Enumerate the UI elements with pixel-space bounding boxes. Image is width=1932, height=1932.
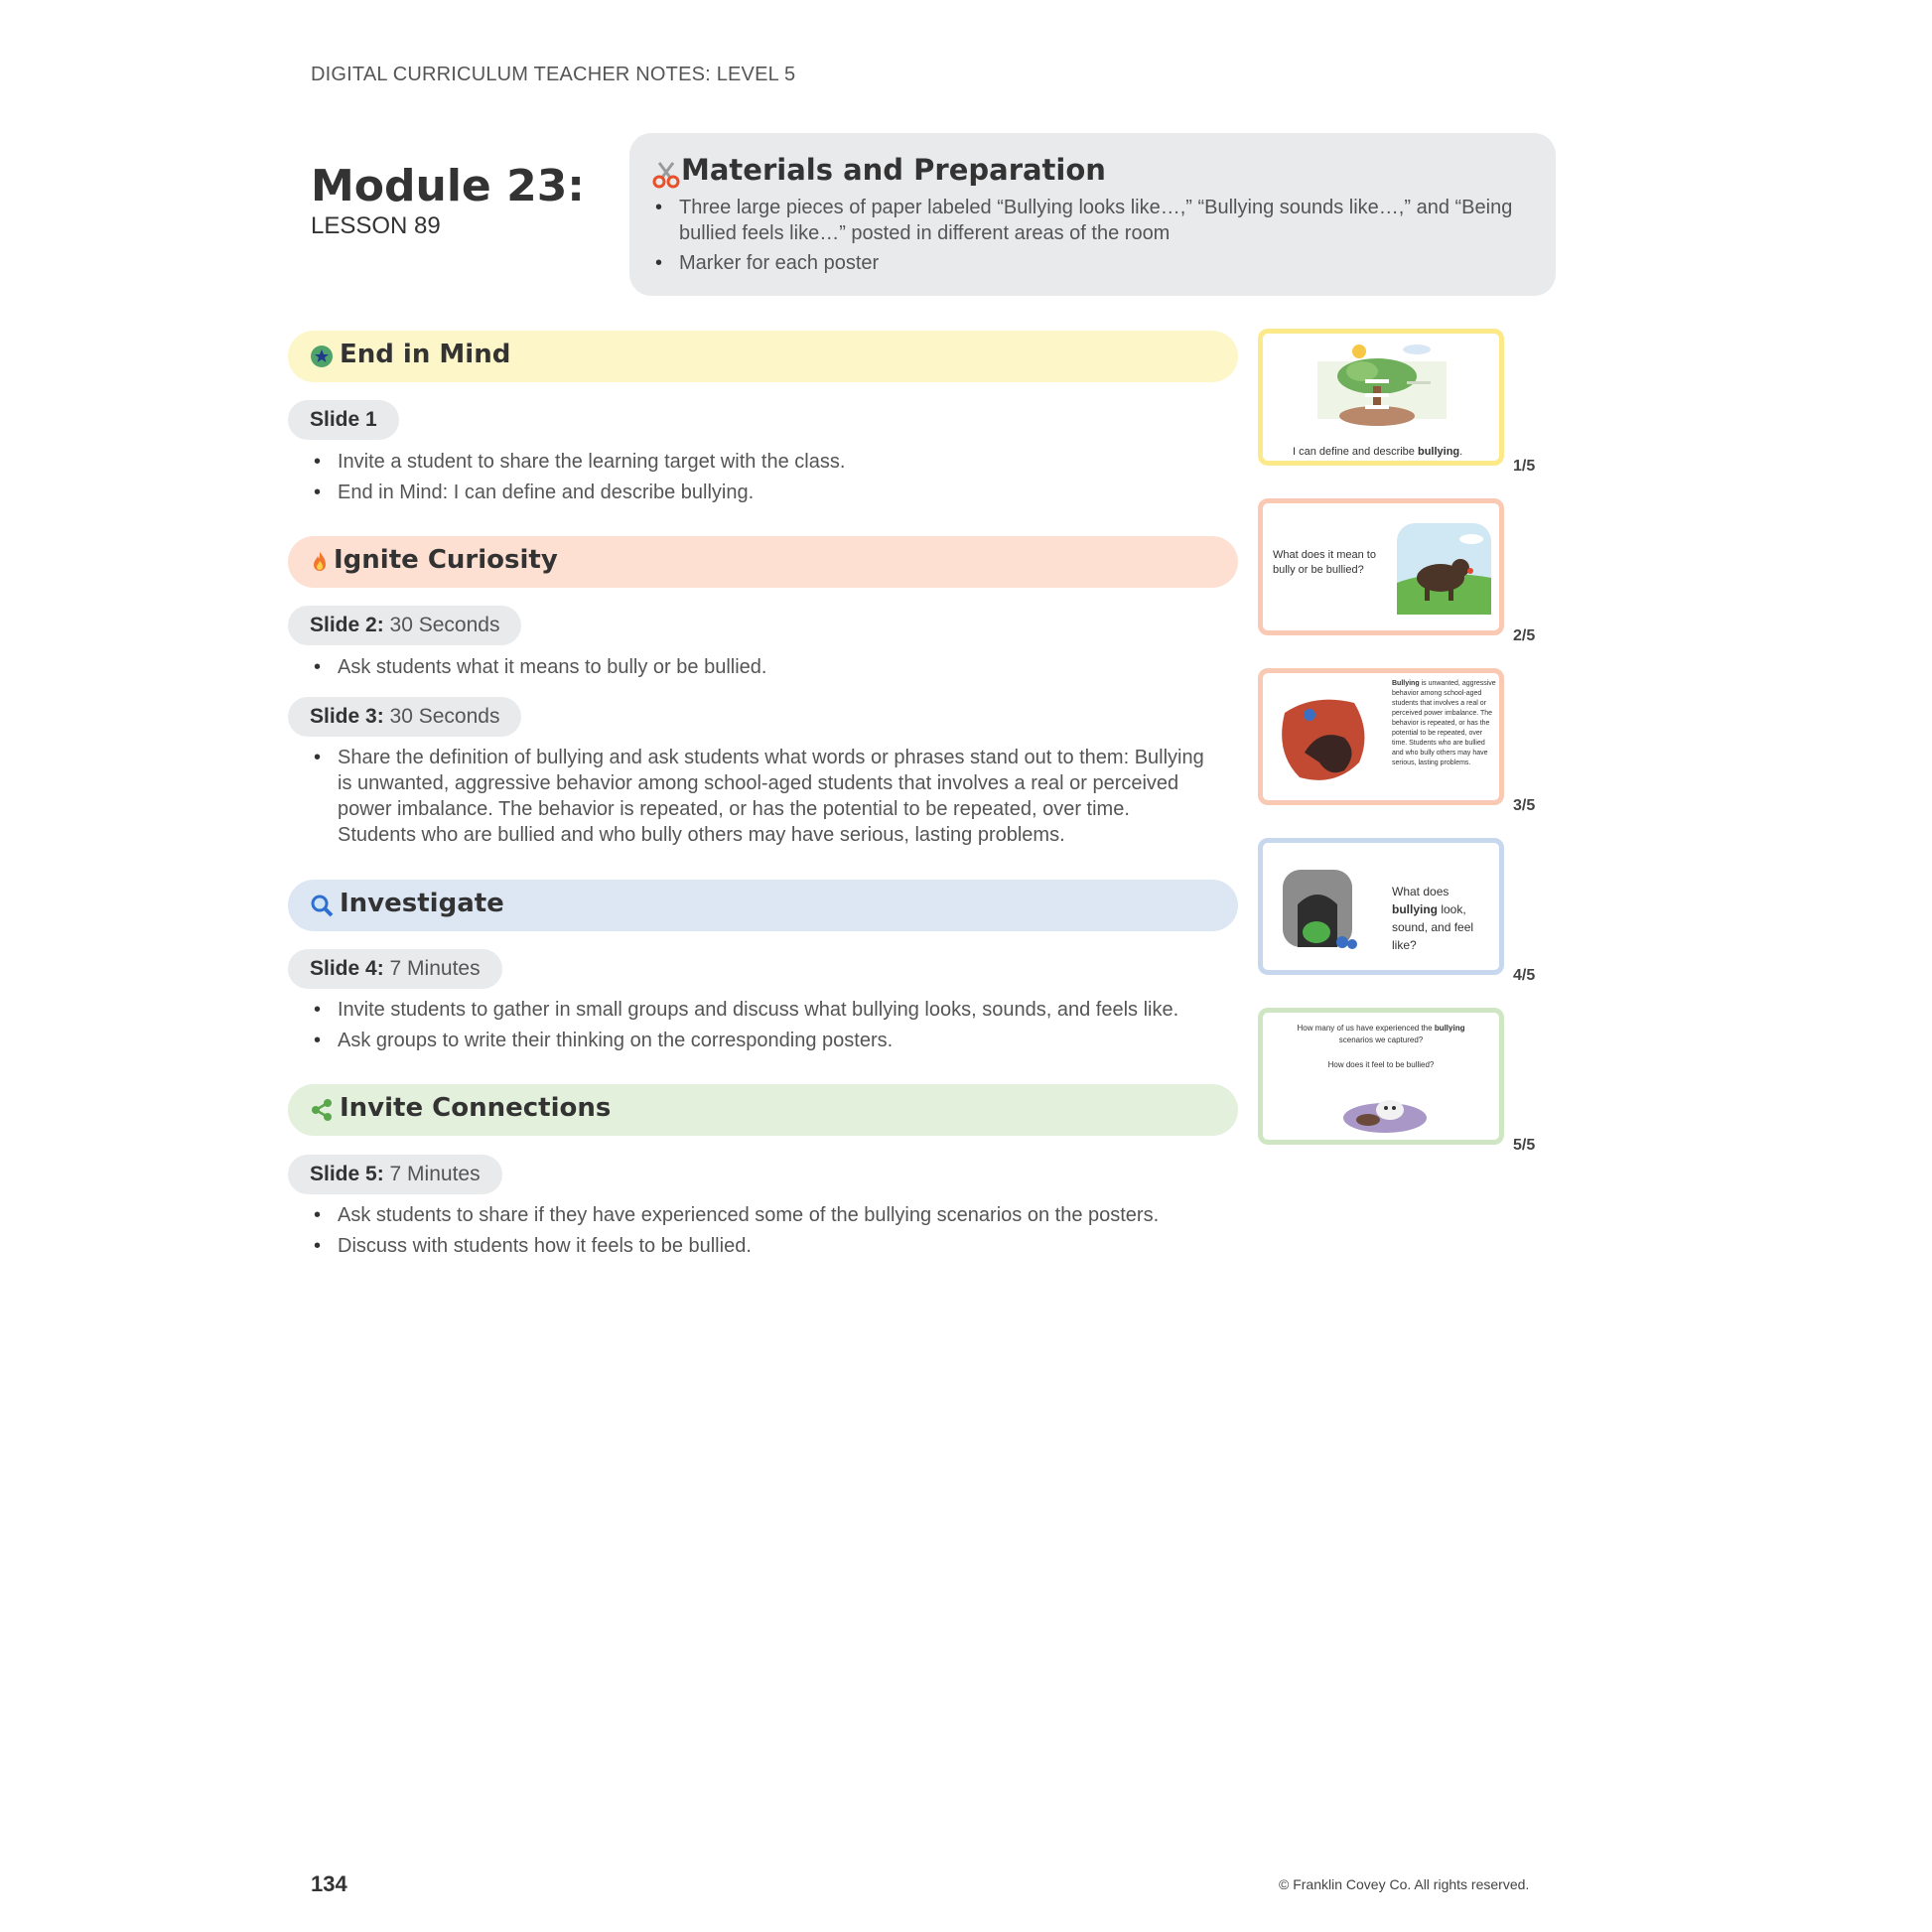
- header-note: DIGITAL CURRICULUM TEACHER NOTES: LEVEL 5: [311, 64, 796, 85]
- thumbnail-number: 3/5: [1513, 797, 1536, 814]
- slide-thumbnail-3[interactable]: [1258, 668, 1504, 805]
- slide-4-bullets: [338, 997, 1231, 1058]
- bullet: • Ask groups to write their thinking on the corresponding posters.: [338, 1028, 1231, 1053]
- materials-title: Materials and Preparation: [681, 153, 1106, 187]
- star-icon: [310, 345, 334, 368]
- slide-time: 7 Minutes: [383, 957, 481, 980]
- bullet: • Ask students what it means to bully or be bullied.: [338, 654, 1231, 680]
- slide-thumbnail-4[interactable]: [1258, 838, 1504, 975]
- thumbnail-number: 4/5: [1513, 967, 1536, 984]
- materials-panel: [629, 133, 1556, 296]
- bullet: • Discuss with students how it feels to be bullied.: [338, 1233, 1231, 1259]
- module-title: Module 23:: [311, 161, 585, 211]
- section-end-in-mind: [288, 331, 1238, 382]
- slide-thumbnail-2[interactable]: [1258, 498, 1504, 635]
- thumbnail-text: Bullying is unwanted, aggressive behavior among school-aged students that involves a real or perceived power imbalance. The behavior is repeated, or has the potential to be repeated, over time. Students who are bullied and who bully others may have serious, lasting problems.: [1392, 680, 1496, 766]
- slide-label: Slide 5:: [310, 1163, 384, 1185]
- bullet: • Share the definition of bullying and ask students what words or phrases stand out to them: Bullying is unwanted, aggressive behavior among school-aged students that involves a real or perceived power imbalance. The behavior is repeated, or has the potential to be repeated, over time. Students who are bullied and who bully others may have serious, lasting problems.: [338, 745, 1211, 848]
- slide-2-pill: [288, 606, 521, 645]
- slide-label: Slide 1: [310, 408, 377, 431]
- section-title: Investigate: [340, 889, 504, 918]
- thumbnail-text: What does it mean to bully or be bullied?: [1273, 549, 1376, 576]
- thumbnail-subtext: How does it feel to be bullied?: [1327, 1060, 1435, 1069]
- bullet: • Invite students to gather in small groups and discuss what bullying looks, sounds, and feels like.: [338, 997, 1231, 1023]
- slide-5-pill: [288, 1155, 502, 1194]
- slide-3-bullets: [338, 745, 1211, 853]
- slide-4-pill: [288, 949, 502, 989]
- magnifier-icon: [310, 894, 334, 917]
- materials-list: [679, 195, 1533, 280]
- shadow-illustration: [1275, 693, 1374, 787]
- slide-3-pill: [288, 697, 521, 737]
- copyright: © Franklin Covey Co. All rights reserved.: [1279, 1876, 1530, 1892]
- slide-2-bullets: [338, 654, 1231, 685]
- bull-illustration: [1397, 523, 1491, 615]
- section-title: Ignite Curiosity: [334, 545, 558, 575]
- slide-time: 30 Seconds: [383, 614, 500, 636]
- tunnel-illustration: [1283, 865, 1367, 954]
- bullet: • Ask students to share if they have experienced some of the bullying scenarios on the posters.: [338, 1202, 1231, 1228]
- slide-label: Slide 2:: [310, 614, 384, 636]
- slide-5-bullets: [338, 1202, 1231, 1264]
- thumbnail-text: How many of us have experienced the bullying scenarios we captured?: [1297, 1024, 1465, 1044]
- materials-item: • Marker for each poster: [679, 250, 1533, 276]
- slide-time: 30 Seconds: [383, 705, 500, 728]
- section-investigate: [288, 880, 1238, 931]
- thumbnail-text: What does bullying look, sound, and feel like?: [1392, 885, 1474, 952]
- section-invite-connections: [288, 1084, 1238, 1136]
- section-ignite-curiosity: [288, 536, 1238, 588]
- slide-thumbnail-1[interactable]: [1258, 329, 1504, 466]
- materials-item: • Three large pieces of paper labeled “Bullying looks like…,” “Bullying sounds like…,” and “Being bullied feels like…” posted in different areas of the room: [679, 195, 1533, 246]
- thumbnail-caption: I can define and describe bullying.: [1293, 446, 1463, 458]
- slide-label: Slide 4:: [310, 957, 384, 980]
- scissors-icon: [651, 159, 681, 189]
- share-icon: [310, 1098, 334, 1122]
- tree-illustration: [1308, 342, 1456, 436]
- bullet: • Invite a student to share the learning target with the class.: [338, 449, 1231, 475]
- thumbnail-number: 1/5: [1513, 458, 1536, 475]
- section-title: Invite Connections: [340, 1093, 612, 1123]
- thumbnail-number: 2/5: [1513, 627, 1536, 644]
- thumbnail-number: 5/5: [1513, 1137, 1536, 1154]
- flame-icon: [308, 550, 332, 574]
- slide-label: Slide 3:: [310, 705, 384, 728]
- lesson-label: LESSON 89: [311, 212, 441, 239]
- slide-time: 7 Minutes: [383, 1163, 481, 1185]
- slide-thumbnail-5[interactable]: [1258, 1008, 1504, 1145]
- cow-illustration: [1340, 1090, 1430, 1136]
- bullet: • End in Mind: I can define and describe bullying.: [338, 480, 1231, 505]
- slide-1-pill: [288, 400, 399, 440]
- page-number: 134: [311, 1871, 347, 1896]
- section-title: End in Mind: [340, 340, 511, 369]
- slide-1-bullets: [338, 449, 1231, 510]
